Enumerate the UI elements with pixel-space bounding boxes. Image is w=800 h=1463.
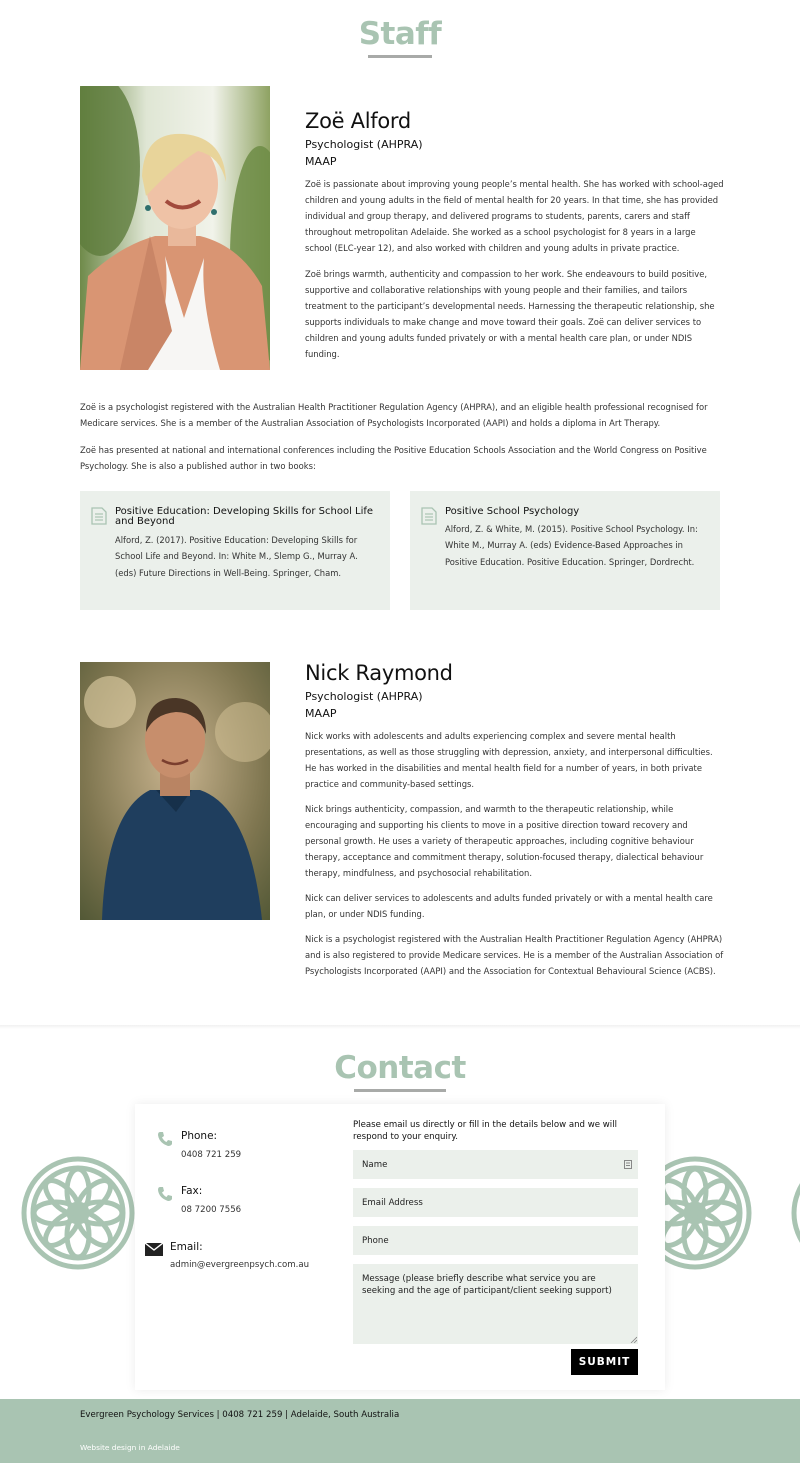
document-icon: [91, 507, 107, 525]
flower-decoration-icon: [790, 1155, 800, 1271]
email-address-field[interactable]: Email Address: [353, 1188, 638, 1217]
book-reference: Alford, Z. & White, M. (2015). Positive School Psychology. In: White M., Murray A. (eds) Evidence-Based Approaches in Positive Education. Positive Education. Springer, Dordrecht.: [445, 524, 698, 567]
staff-bio-paragraph: Zoë brings warmth, authenticity and compassion to her work. She endeavours to build positive, supportive and collaborative relationships with young people and their families, and tailors treatment to the participant’s developmental needs. Harnessing the therapeutic relationship, she supports individuals to make change and move toward their goals. Zoë can deliver services to children and young adults funded privately or with a mental health care plan, or under NDIS funding.: [305, 269, 715, 359]
name-field[interactable]: Name: [353, 1150, 638, 1179]
footer-info: Evergreen Psychology Services | 0408 721 259 | Adelaide, South Australia: [80, 1410, 400, 1420]
staff-bio-paragraph: Nick brings authenticity, compassion, and warmth to the therapeutic relationship, while encouraging and supporting his clients to move in a positive direction toward recovery and personal growth. He uses a variety of therapeutic approaches, including cognitive behaviour therapy, acceptance and commitment therapy, solution-focused therapy, dialectical behaviour therapy, mindfulness, and psychosocial rehabilitation.: [305, 804, 704, 878]
staff-role: Psychologist (AHPRA): [305, 690, 423, 703]
autofill-icon[interactable]: [624, 1160, 632, 1169]
email-icon: [145, 1243, 163, 1256]
contact-card: [135, 1104, 665, 1390]
nick-raymond-photo: [80, 662, 270, 920]
staff-credential: MAAP: [305, 707, 337, 720]
section-divider: [0, 1025, 800, 1029]
staff-name: Zoë Alford: [305, 109, 411, 133]
staff-role: Psychologist (AHPRA): [305, 138, 423, 151]
message-field[interactable]: Message (please briefly describe what service you are seeking and the age of participant/client seeking support): [353, 1264, 638, 1344]
fax-label: Fax:: [181, 1185, 203, 1197]
phone-value[interactable]: 0408 721 259: [181, 1150, 242, 1160]
phone-icon: [157, 1131, 173, 1147]
book-title: Positive Education: Developing Skills for School Life and Beyond: [115, 506, 374, 527]
footer-credit-link[interactable]: Website design in Adelaide: [80, 1443, 180, 1452]
site-footer: [0, 1399, 800, 1463]
contact-heading-underline: [354, 1089, 446, 1092]
phone-field[interactable]: Phone: [353, 1226, 638, 1255]
book-card: [410, 491, 720, 610]
book-card: [80, 491, 390, 610]
zoe-alford-photo: [80, 86, 270, 370]
staff-credential: MAAP: [305, 155, 337, 168]
submit-button[interactable]: SUBMIT: [571, 1349, 638, 1375]
contact-heading: Contact: [334, 1050, 466, 1086]
staff-name: Nick Raymond: [305, 661, 453, 685]
staff-bio-paragraph: Nick can deliver services to adolescents and adults funded privately or with a mental health care plan, or under NDIS funding.: [305, 893, 713, 919]
email-value[interactable]: admin@evergreenpsych.com.au: [170, 1260, 310, 1270]
document-icon: [421, 507, 437, 525]
book-title: Positive School Psychology: [445, 506, 580, 517]
staff-heading: Staff: [358, 16, 442, 52]
resize-handle-icon[interactable]: [630, 1336, 637, 1343]
staff-heading-underline: [368, 55, 432, 58]
staff-bio-paragraph: Nick works with adolescents and adults experiencing complex and severe mental health presentations, as well as those struggling with depression, anxiety, and interpersonal difficulties. He has worked in the disabilities and mental health field for a number of years, in both private practice and community-based settings.: [305, 731, 713, 789]
staff-registration-paragraph: Zoë has presented at national and international conferences including the Positive Education Schools Association and the World Congress on Positive Psychology. She is also a published author in two books:: [80, 445, 707, 471]
phone-label: Phone:: [181, 1130, 218, 1142]
contact-intro: Please email us directly or fill in the details below and we will respond to your enquiry.: [353, 1120, 617, 1142]
staff-bio-paragraph: Zoë is passionate about improving young people’s mental health. She has worked with school-aged children and young adults in the field of mental health for 20 years. In that time, she has provided individual and group therapy, and delivered programs to students, parents, carers and staff throughout metropolitan Adelaide. She worked as a school psychologist for 8 years in a large school (ELC-year 12), and also worked with children and young adults in private practice.: [305, 179, 724, 253]
email-label: Email:: [170, 1241, 203, 1253]
book-reference: Alford, Z. (2017). Positive Education: Developing Skills for School Life and Beyond. In: White M., Slemp G., Murray A. (eds) Future Directions in Well-Being. Springer, Cham.: [115, 535, 358, 578]
staff-registration-paragraph: Zoë is a psychologist registered with the Australian Health Practitioner Regulation Agency (AHPRA), and an eligible health professional recognised for Medicare services. She is a member of the Australian Association of Psychologists Incorporated (AAPI) and holds a diploma in Art Therapy.: [80, 402, 708, 428]
fax-icon: [157, 1186, 173, 1202]
flower-decoration-icon: [20, 1155, 136, 1271]
staff-bio-paragraph: Nick is a psychologist registered with the Australian Health Practitioner Regulation Agency (AHPRA) and is also registered to provide Medicare services. He is a member of the Australian Association of Psychologists Incorporated (AAPI) and the Association for Contextual Behavioural Science (ACBS).: [305, 934, 724, 976]
fax-value: 08 7200 7556: [181, 1205, 242, 1215]
